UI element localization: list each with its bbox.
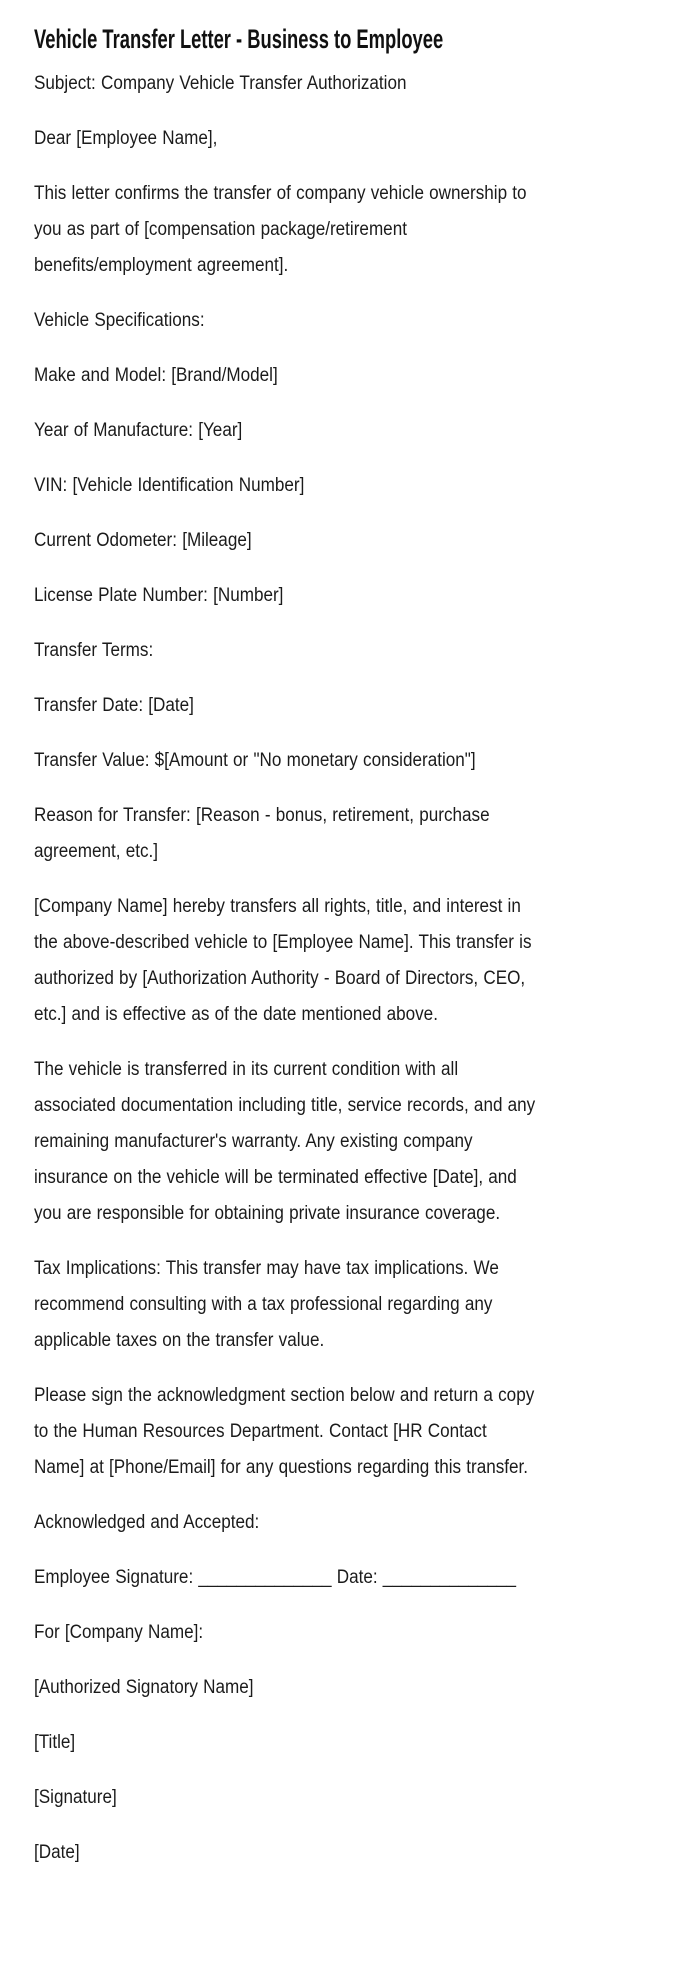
intro-paragraph: This letter confirms the transfer of company vehicle ownership to you as part of [compensation package/retirement benefits/employment agreement]. [34,183,527,276]
authorized-signatory-placeholder: [Authorized Signatory Name] [34,1677,254,1698]
vehicle-specifications-heading: Vehicle Specifications: [34,310,205,331]
transfer-value-line: Transfer Value: $[Amount or "No monetary consideration"] [34,750,476,771]
subject-line: Subject: Company Vehicle Transfer Authorization [34,73,407,94]
title-placeholder: [Title] [34,1732,76,1753]
license-plate-line: License Plate Number: [Number] [34,585,284,606]
for-company-line: For [Company Name]: [34,1622,204,1643]
employee-signature-date-line: Employee Signature: ______________ Date: ______________ [34,1567,516,1588]
document-title-text: Vehicle Transfer Letter - Business to Employee [34,24,444,54]
tax-implications-paragraph: Tax Implications: This transfer may have tax implications. We recommend consulting with a tax professional regarding any applicable taxes on the transfer value. [34,1258,499,1351]
transfer-terms-heading: Transfer Terms: [34,640,154,661]
current-odometer-line: Current Odometer: [Mileage] [34,530,252,551]
date-placeholder: [Date] [34,1842,80,1863]
vin-line: VIN: [Vehicle Identification Number] [34,475,305,496]
acknowledged-accepted-heading: Acknowledged and Accepted: [34,1512,260,1533]
year-of-manufacture-line: Year of Manufacture: [Year] [34,420,243,441]
transfer-clause-paragraph: [Company Name] hereby transfers all rights, title, and interest in the above-described vehicle to [Employee Name]. This transfer is authorized by [Authorization Authority - Board of Directors, CEO, etc.] and is effective as of the date mentioned above. [34,896,532,1025]
transfer-date-line: Transfer Date: [Date] [34,695,194,716]
acknowledgment-instructions-paragraph: Please sign the acknowledgment section below and return a copy to the Human Resources Department. Contact [HR Contact Name] at [Phone/Email] for any questions regarding this transfer. [34,1385,535,1478]
reason-for-transfer-line: Reason for Transfer: [Reason - bonus, retirement, purchase agreement, etc.] [34,805,490,862]
make-model-line: Make and Model: [Brand/Model] [34,365,278,386]
document-title [34,24,660,55]
salutation: Dear [Employee Name], [34,128,218,149]
condition-insurance-paragraph: The vehicle is transferred in its current condition with all associated documentation including title, service records, and any remaining manufacturer's warranty. Any existing company insurance on the vehicle will be terminated effective [Date], and you are responsible for obtaining private insurance coverage. [34,1059,536,1224]
signature-placeholder: [Signature] [34,1787,117,1808]
